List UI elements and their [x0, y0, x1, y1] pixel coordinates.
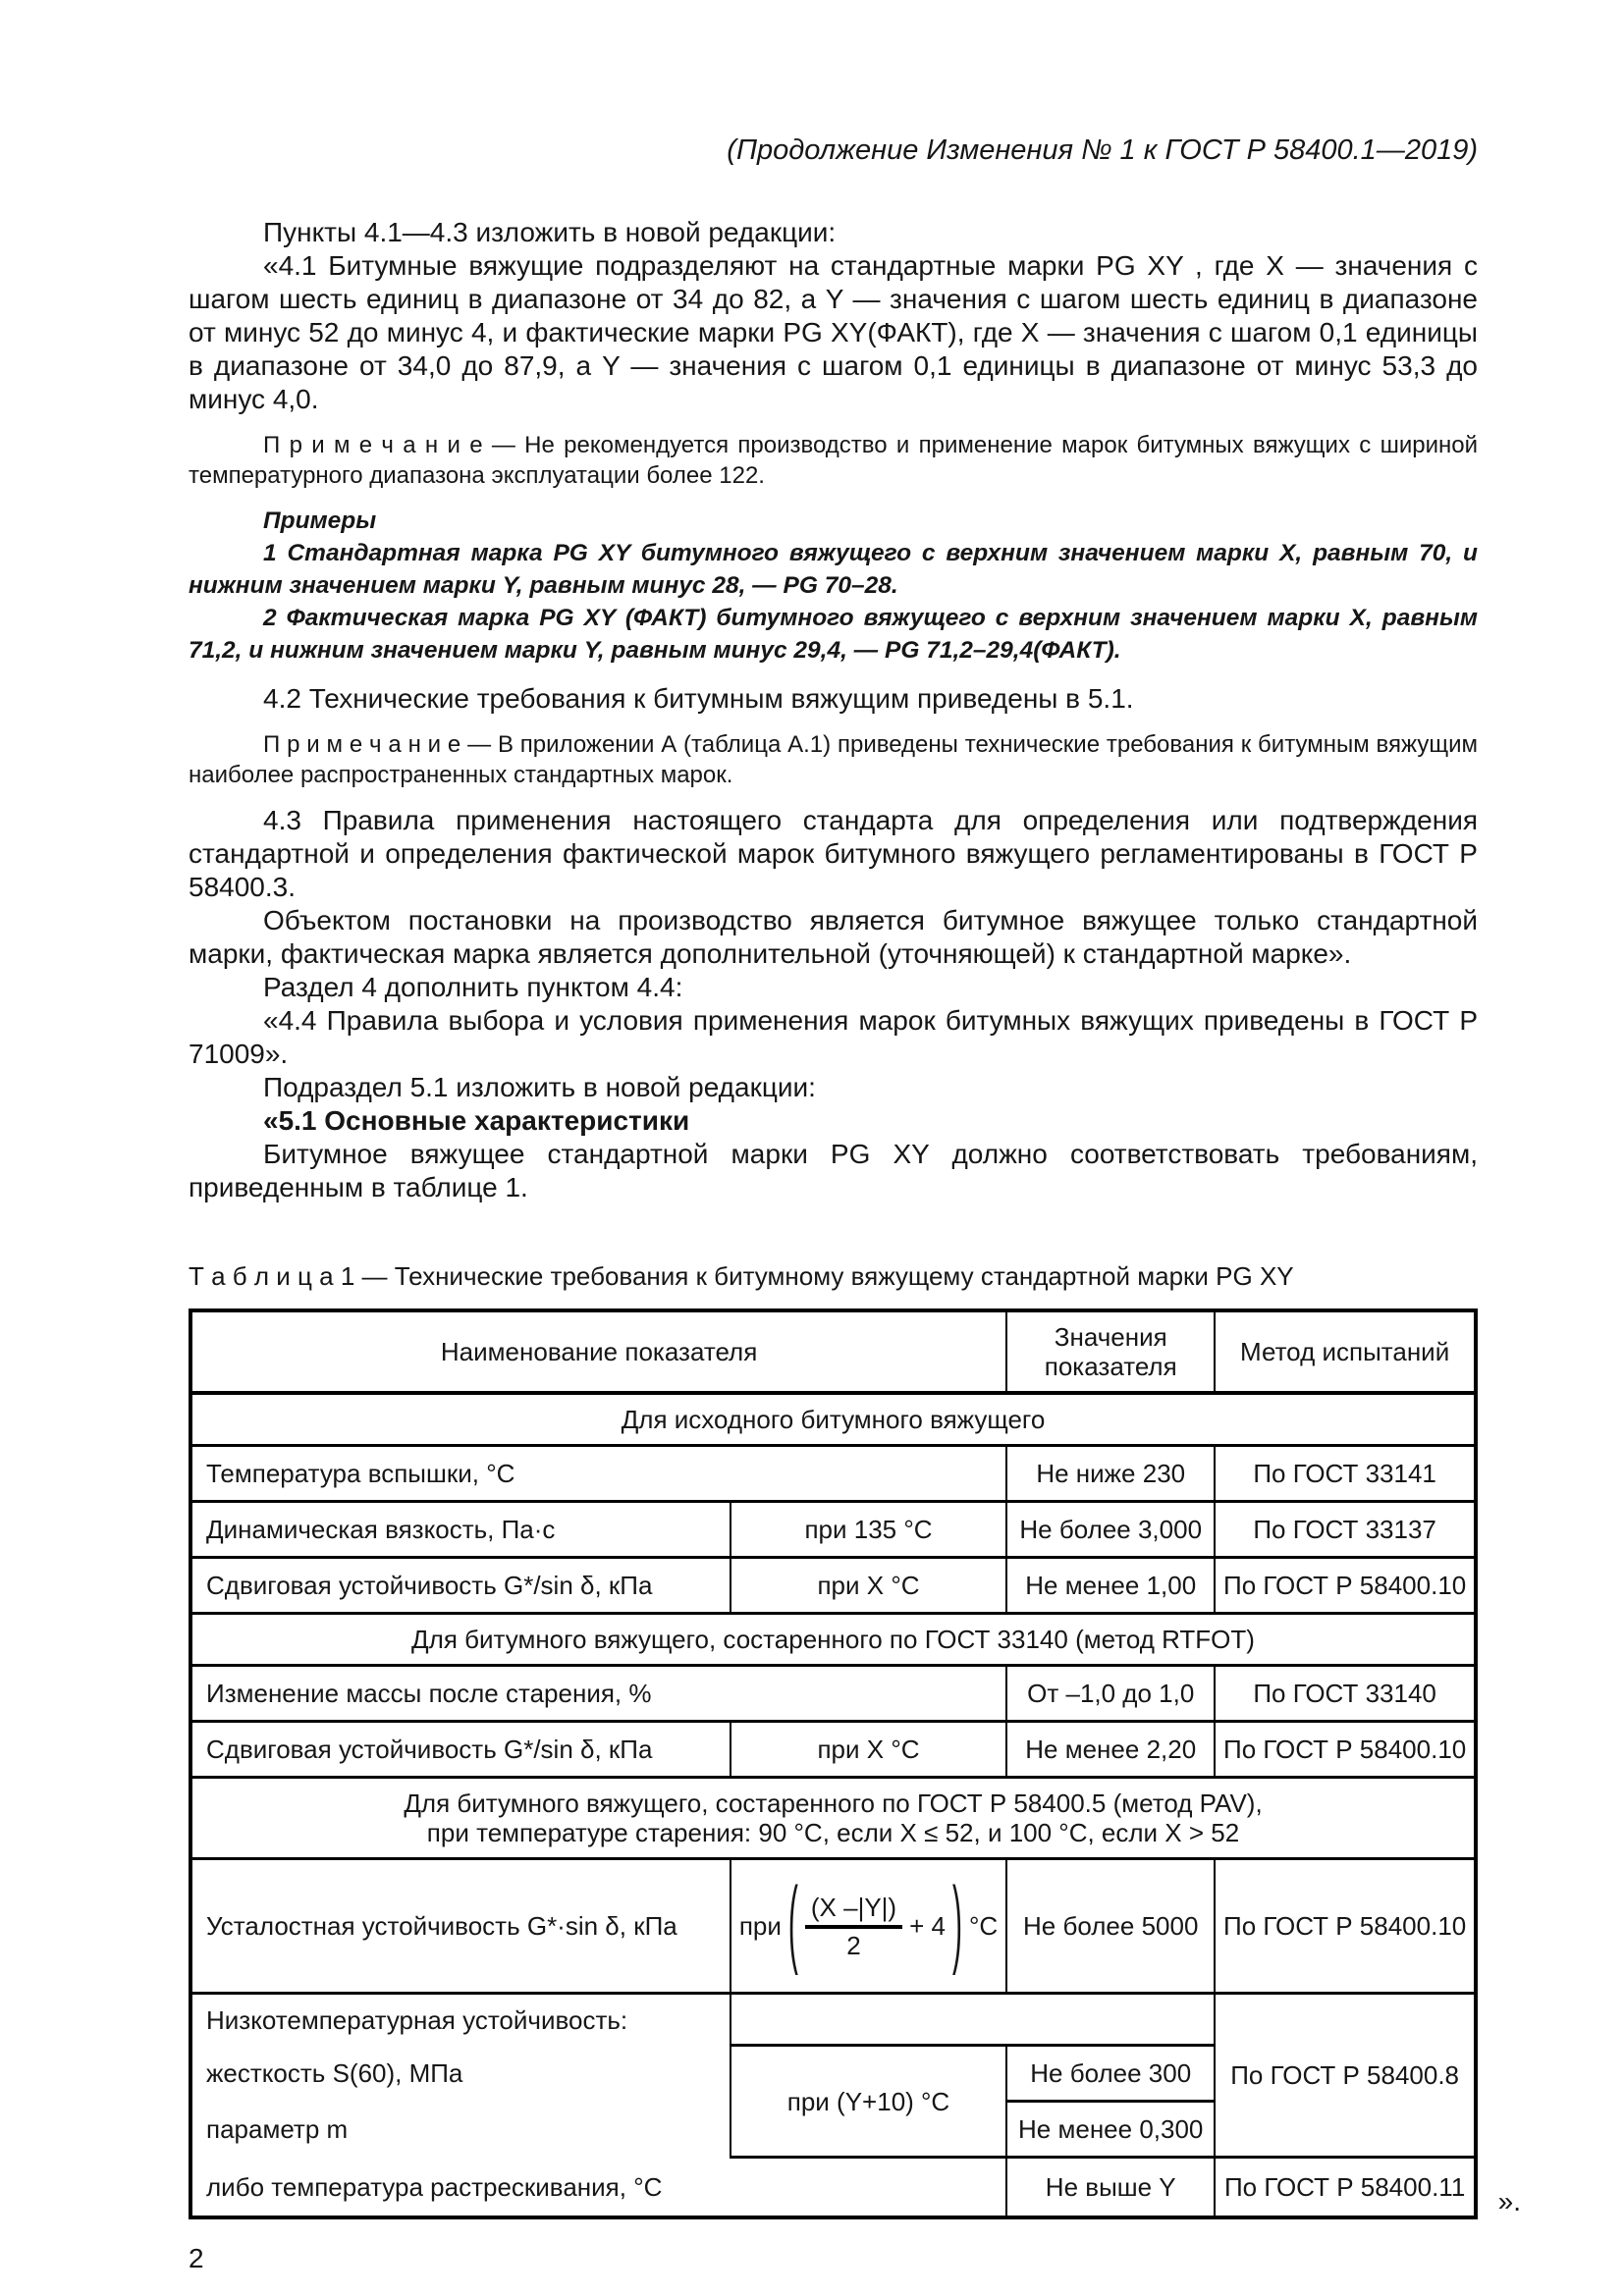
- cell-lowtemp-empty: [731, 1994, 1215, 2046]
- table-row-fatigue: [190, 1859, 1476, 1994]
- section-cell-rtfot: Для битумного вяжущего, состаренного по ГОСТ 33140 (метод RTFOT): [190, 1614, 1476, 1666]
- header-cell-method: Метод испытаний: [1215, 1310, 1476, 1393]
- requirements-table: [189, 1308, 1478, 2219]
- cell-stiffness-condition: при (Y+10) °С: [731, 2046, 1006, 2158]
- cell-lowtemp-method: По ГОСТ Р 58400.8: [1215, 1994, 1476, 2158]
- cell-fatigue-method: По ГОСТ Р 58400.10: [1215, 1859, 1476, 1994]
- formula-unit: °С: [968, 1911, 999, 1941]
- cell-shear-original-name: Сдвиговая устойчивость G*/sin δ, кПа: [190, 1558, 731, 1614]
- cell-fatigue-value: Не более 5000: [1006, 1859, 1215, 1994]
- note-1: П р и м е ч а н и е — Не рекомендуется производство и применение марок битумных вяжущих с шириной температурного диапазона эксплуатации более 122.: [189, 432, 1478, 489]
- formula-open-paren: (: [787, 1870, 798, 1978]
- table-row-mass-change: [190, 1666, 1476, 1722]
- table-row-lowtemp-header: [190, 1994, 1476, 2046]
- table-row-shear-original: [190, 1558, 1476, 1614]
- running-header: (Продолжение Изменения № 1 к ГОСТ Р 58400.1—2019): [727, 134, 1478, 166]
- cell-stiffness-name: жесткость S(60), МПа: [190, 2046, 731, 2102]
- section-row-original: [190, 1393, 1476, 1446]
- paragraph-4-4: «4.4 Правила выбора и условия применения марок битумных вяжущих приведены в ГОСТ Р 71009».: [189, 1005, 1478, 1069]
- cell-viscosity-value: Не более 3,000: [1006, 1502, 1215, 1558]
- cell-mass-change-method: По ГОСТ 33140: [1215, 1666, 1476, 1722]
- cell-viscosity-condition: при 135 °С: [731, 1502, 1006, 1558]
- cell-shear-original-value: Не менее 1,00: [1006, 1558, 1215, 1614]
- table-row-flash: [190, 1446, 1476, 1502]
- cell-cracking-name: либо температура растрескивания, °С: [190, 2158, 1006, 2218]
- example-1: 1 Стандартная марка PG XY битумного вяжущего с верхним значением марки X, равным 70, и нижним значением марки Y, равным минус 28, — PG 70–28.: [189, 540, 1478, 599]
- heading-5-1: «5.1 Основные характеристики: [263, 1105, 690, 1136]
- cell-shear-aged-method: По ГОСТ Р 58400.10: [1215, 1722, 1476, 1778]
- section-cell-pav: [190, 1778, 1476, 1859]
- table-wrapper: [189, 1308, 1521, 2219]
- paragraph-4-1: «4.1 Битумные вяжущие подразделяют на стандартные марки PG XY , где X — значения с шагом шесть единиц в диапазоне от 34 до 82, а Y — значения с шагом шесть единиц в диапазоне от минус 52 до минус 4, и фактические марки PG XY(ФАКТ), где X — значения с шагом 0,1 единицы в диапазоне от 34,0 до 87,9, а Y — значения с шагом 0,1 единицы в диапазоне от минус 53,3 до минус 4,0.: [189, 250, 1479, 414]
- example-2: 2 Фактическая марка PG XY (ФАКТ) битумного вяжущего с верхним значением марки X, равным 71,2, и нижним значением марки Y, равным минус 29,4, — PG 71,2–29,4(ФАКТ).: [189, 605, 1478, 664]
- paragraph-4-3: 4.3 Правила применения настоящего стандарта для определения или подтверждения стандартной и определения фактической марок битумного вяжущего регламентированы в ГОСТ Р 58400.3.: [189, 805, 1478, 902]
- cell-viscosity-name: Динамическая вязкость, Па·с: [190, 1502, 731, 1558]
- header-cell-name: Наименование показателя: [190, 1310, 1006, 1393]
- cell-viscosity-method: По ГОСТ 33137: [1215, 1502, 1476, 1558]
- closing-quote: ».: [1497, 2186, 1521, 2216]
- formula-numerator: (X –|Y|): [810, 1892, 897, 1922]
- formula-suffix: + 4: [909, 1911, 946, 1941]
- header-cell-value: Значения показателя: [1006, 1310, 1215, 1393]
- formula-prefix: при: [738, 1911, 782, 1941]
- paragraph-requirements: Битумное вяжущее стандартной марки PG XY должно соответствовать требованиям, приведенным в таблице 1.: [189, 1139, 1478, 1202]
- cell-shear-original-condition: при X °С: [731, 1558, 1006, 1614]
- cell-cracking-method: По ГОСТ Р 58400.11: [1215, 2158, 1476, 2218]
- cell-fatigue-name: Усталостная устойчивость G*·sin δ, кПа: [190, 1859, 731, 1994]
- cell-stiffness-value: Не более 300: [1006, 2046, 1215, 2102]
- note-2: П р и м е ч а н и е — В приложении А (таблица А.1) приведены технические требования к битумным вяжущим наиболее распространенных стандартных марок.: [189, 731, 1478, 788]
- fatigue-temperature-formula: [737, 1870, 1000, 1978]
- examples-title: Примеры: [263, 507, 377, 534]
- formula-fraction: [805, 1893, 902, 1960]
- paragraph-intro: Пункты 4.1—4.3 изложить в новой редакции:: [263, 217, 837, 247]
- cell-mass-change-name: Изменение массы после старения, %: [190, 1666, 1006, 1722]
- formula-denominator: 2: [805, 1925, 902, 1960]
- table-row-cracking: [190, 2158, 1476, 2218]
- cell-fatigue-condition: [731, 1859, 1006, 1994]
- table-header-row: [190, 1310, 1476, 1393]
- cell-shear-original-method: По ГОСТ Р 58400.10: [1215, 1558, 1476, 1614]
- cell-shear-aged-value: Не менее 2,20: [1006, 1722, 1215, 1778]
- table-row-viscosity: [190, 1502, 1476, 1558]
- section-cell-original: Для исходного битумного вяжущего: [190, 1393, 1476, 1446]
- section-pav-line2: при температуре старения: 90 °С, если X ≤ 52, и 100 °С, если X > 52: [426, 1818, 1240, 1847]
- cell-shear-aged-condition: при X °С: [731, 1722, 1006, 1778]
- paragraph-sub51: Подраздел 5.1 изложить в новой редакции:: [263, 1072, 816, 1102]
- paragraph-section4: Раздел 4 дополнить пунктом 4.4:: [263, 972, 683, 1002]
- paragraph-object: Объектом постановки на производство является битумное вяжущее только стандартной марки, фактическая марка является дополнительной (уточняющей) к стандартной марке».: [189, 905, 1478, 969]
- cell-flash-value: Не ниже 230: [1006, 1446, 1215, 1502]
- section-pav-line1: Для битумного вяжущего, состаренного по ГОСТ Р 58400.5 (метод PAV),: [404, 1789, 1263, 1818]
- cell-m-parameter-name: параметр m: [190, 2102, 731, 2158]
- cell-m-parameter-value: Не менее 0,300: [1006, 2102, 1215, 2158]
- section-row-pav: [190, 1778, 1476, 1859]
- cell-flash-name: Температура вспышки, °С: [190, 1446, 1006, 1502]
- section-row-rtfot: [190, 1614, 1476, 1666]
- cell-shear-aged-name: Сдвиговая устойчивость G*/sin δ, кПа: [190, 1722, 731, 1778]
- table-caption: Т а б л и ц а 1 — Технические требования к битумному вяжущему стандартной марки PG XY: [189, 1261, 1294, 1291]
- paragraph-4-2: 4.2 Технические требования к битумным вяжущим приведены в 5.1.: [263, 683, 1134, 714]
- cell-lowtemp-name: Низкотемпературная устойчивость:: [190, 1994, 731, 2046]
- table-row-shear-aged: [190, 1722, 1476, 1778]
- cell-flash-method: По ГОСТ 33141: [1215, 1446, 1476, 1502]
- page-number: 2: [189, 2243, 204, 2273]
- formula-close-paren: ): [951, 1870, 962, 1978]
- cell-cracking-value: Не выше Y: [1006, 2158, 1215, 2218]
- cell-mass-change-value: От –1,0 до 1,0: [1006, 1666, 1215, 1722]
